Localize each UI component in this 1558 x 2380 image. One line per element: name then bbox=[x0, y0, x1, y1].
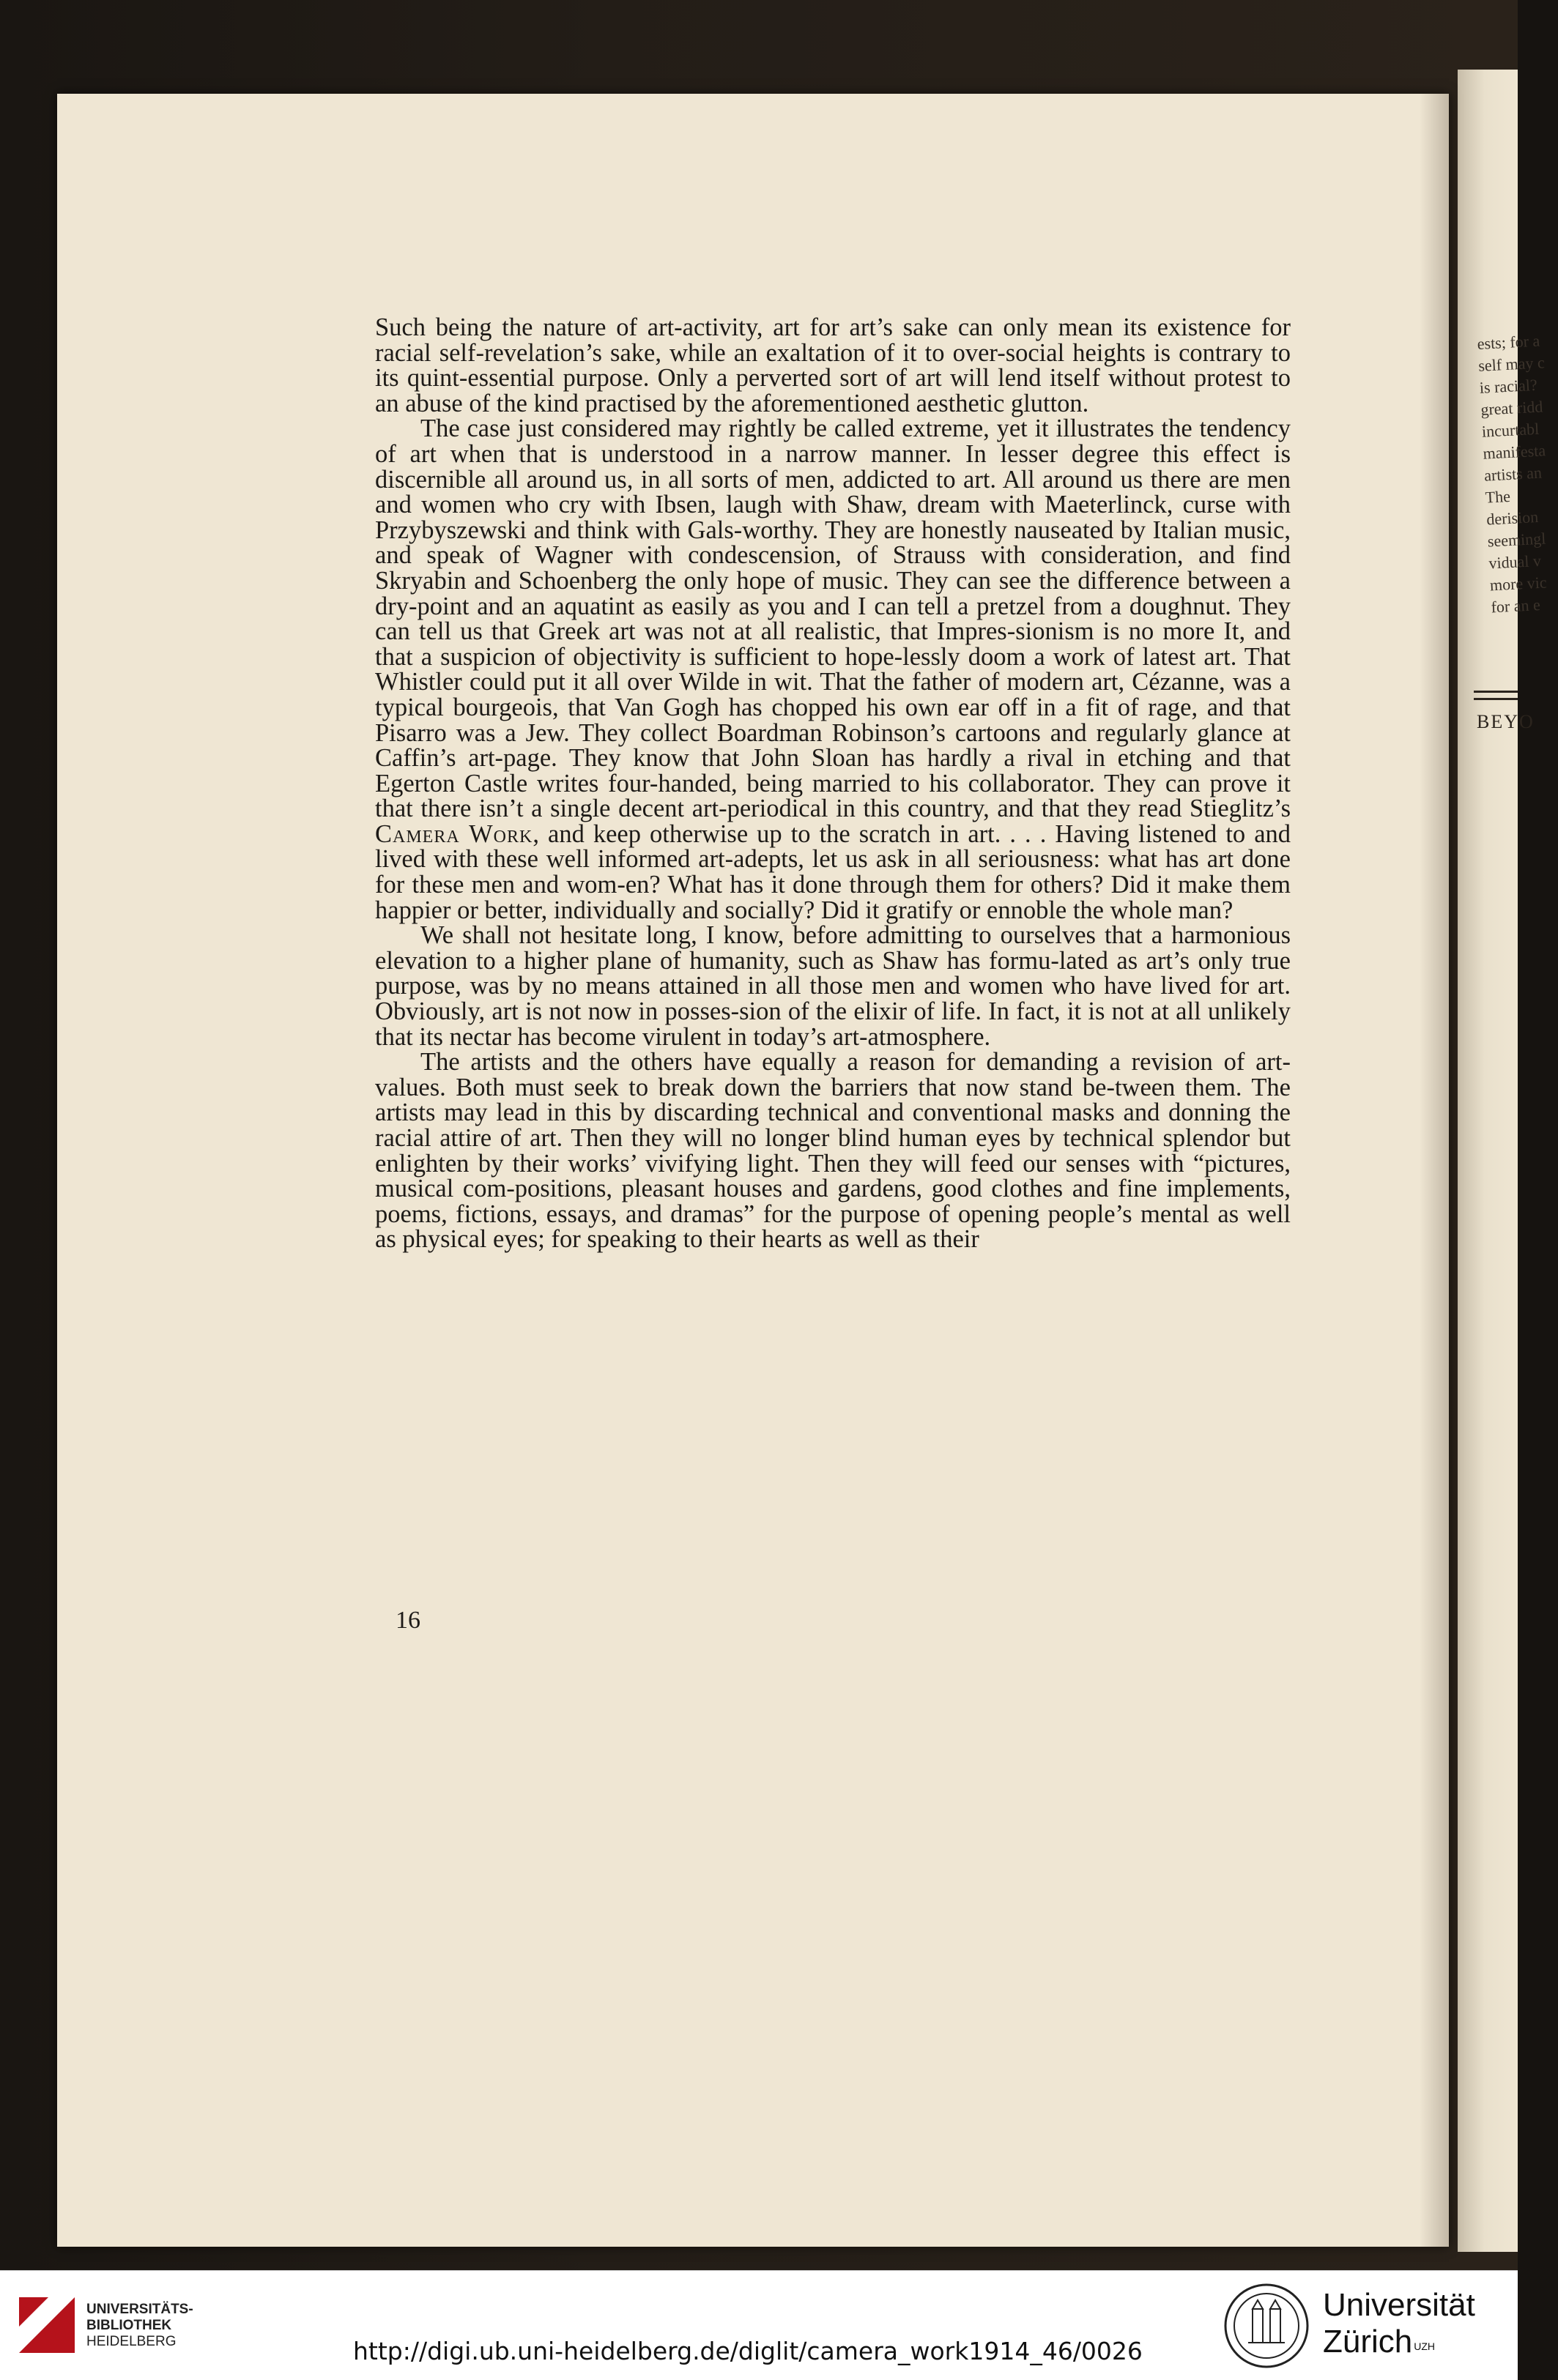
body-text bbox=[375, 315, 1291, 1252]
adjacent-line: great ridd bbox=[1480, 397, 1543, 419]
university-name bbox=[1323, 2287, 1475, 2360]
camera-work-title: Camera Work bbox=[375, 819, 533, 848]
paragraph bbox=[375, 416, 1291, 923]
adjacent-rule bbox=[1474, 691, 1518, 693]
adjacent-line: ests; for a bbox=[1477, 331, 1540, 353]
ub-heidelberg-logo-icon bbox=[19, 2297, 75, 2353]
adjacent-line: The bbox=[1485, 486, 1511, 507]
adjacent-line: is racial? bbox=[1479, 375, 1538, 397]
paragraph-text: , and keep otherwise up to the scratch in art. . . . Having listened to and lived with these well informed art-adepts, let us ask in all seriousness: what has art done for these men and wom-en? What has it done through them for others? Did it make them happier or better, individually and socially? Did it gratify or ennoble the whole man? bbox=[375, 819, 1291, 924]
adjacent-page-edge bbox=[1458, 70, 1548, 2252]
library-line: UNIVERSITÄTS- bbox=[86, 2302, 193, 2317]
document-url-link[interactable]: http://digi.ub.uni-heidelberg.de/diglit/camera_work1914_46/0026 bbox=[353, 2337, 1143, 2365]
adjacent-line: manifesta bbox=[1482, 441, 1546, 463]
library-name bbox=[86, 2302, 193, 2350]
adjacent-line: vidual v bbox=[1488, 551, 1542, 573]
university-line bbox=[1323, 2324, 1475, 2360]
university-city: Zürich bbox=[1323, 2324, 1413, 2359]
paragraph-text: The case just considered may rightly be called extreme, yet it illustrates the tendency of art when that is understood in a narrow manner. In lesser degree this effect is discernible all around us, in all sorts of men, addicted to art. All around us there are men and women who cry with Ibsen, laugh with Shaw, dream with Maeterlinck, curse with Przybyszewski and think with Gals-worthy. They are honestly nauseated by Italian music, and speak of Wagner with condescension, of Strauss with consideration, and find Skryabin and Schoenberg the only hope of music. They can see the difference between a dry-point and an aquatint as easily as you and I can tell a pretzel from a doughnut. They can tell us that Greek art was not at all realistic, that Impres-sionism is no more It, and that a suspicion of objectivity is sufficient to hope-lessly doom a work of latest art. That Whistler could put it all over Wilde in wit. That the father of modern art, Cézanne, was a typical bourgeois, that Van Gogh has chopped his own ear off in a fit of rage, and that Pisarro was a Jew. They collect Boardman Robinson’s cartoons and regularly glance at Caffin’s art-page. They know that John Sloan has hardly a rival in etching and that Egerton Castle writes four-handed, being married to his collaborator. They can prove it that there isn’t a single decent art-periodical in this country, and that they read Stieglitz’s bbox=[375, 414, 1291, 823]
page-number: 16 bbox=[396, 1607, 420, 1634]
paragraph: Such being the nature of art-activity, art for art’s sake can only mean its existence for racial self-revelation’s sake, while an exaltation of it to over-social heights is contrary to its quint-essential purpose. Only a perverted sort of art will lend itself without protest to an abuse of the kind practised by the aforementioned aesthetic glutton. bbox=[375, 313, 1291, 417]
paragraph: The artists and the others have equally a reason for demanding a revision of art-values. Both must seek to break down the barriers that now stand be-tween them. The artists may lead in this by discarding technical and conventional masks and donning the racial attire of art. Then they will no longer blind human eyes by technical splendor but enlighten by their works’ vivifying light. Then they will feed our senses with “pictures, musical com-positions, pleasant houses and gardens, good clothes and fine implements, poems, fictions, essays, and dramas” for the purpose of opening people’s mental as well as physical eyes; for speaking to their hearts as well as their bbox=[375, 1048, 1291, 1254]
viewer-footer bbox=[0, 2270, 1518, 2380]
adjacent-line: seemingl bbox=[1487, 529, 1546, 551]
adjacent-line: incurtabl bbox=[1481, 419, 1540, 441]
adjacent-heading: BEYO bbox=[1477, 711, 1535, 732]
adjacent-rule bbox=[1474, 698, 1518, 700]
paragraph: We shall not hesitate long, I know, before admitting to ourselves that a harmonious elevation to a higher plane of humanity, such as Shaw has formu-lated as art’s only true purpose, was by no means attained in all those men and women who have lived for art. Obviously, art is not now in posses-sion of the elixir of life. In fact, it is not at all unlikely that its nectar has become virulent in today’s art-atmosphere. bbox=[375, 921, 1291, 1051]
adjacent-line: derision bbox=[1485, 507, 1539, 529]
adjacent-line: more vic bbox=[1489, 573, 1548, 595]
uzh-superscript: UZH bbox=[1414, 2340, 1436, 2352]
adjacent-line: self may c bbox=[1477, 353, 1546, 375]
uzh-seal-icon bbox=[1223, 2283, 1310, 2369]
adjacent-line: artists an bbox=[1483, 463, 1543, 485]
library-line: HEIDELBERG bbox=[86, 2334, 177, 2349]
library-line: BIBLIOTHEK bbox=[86, 2318, 172, 2333]
adjacent-line: for an e bbox=[1490, 595, 1541, 617]
adjacent-page-text bbox=[1477, 330, 1548, 618]
university-line: Universität bbox=[1323, 2287, 1475, 2323]
